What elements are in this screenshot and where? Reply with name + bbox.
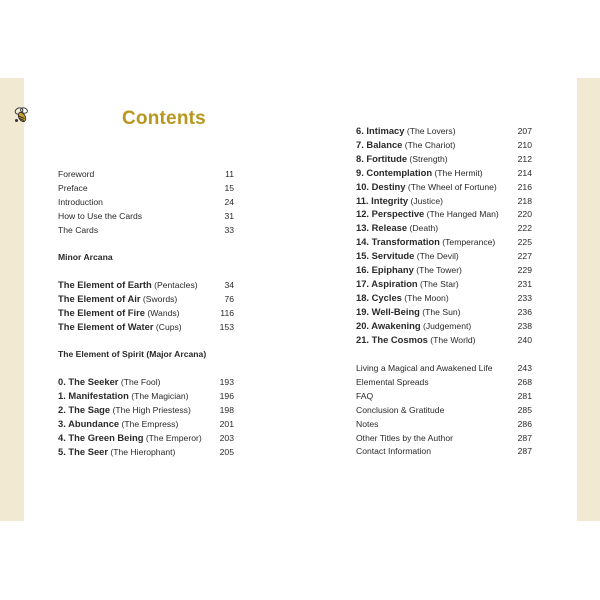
element-entry-page-number: 34 [224,280,234,290]
back-matter-label: FAQ [356,390,374,401]
major-arcana-page-number: 238 [517,320,532,331]
front-matter-page-number: 15 [224,182,234,193]
back-matter-label: Living a Magical and Awakened Life [356,363,493,373]
major-arcana-row [58,431,234,445]
major-arcana-subtitle: (The High Priestess) [110,404,191,415]
major-arcana-label [58,445,175,459]
major-arcana-row [356,277,532,291]
back-matter-row [356,389,532,403]
major-arcana-title: 9. Contemplation [356,166,433,178]
element-entry-row [58,278,234,292]
major-arcana-page-number: 210 [517,139,532,150]
major-arcana-label [58,417,178,431]
back-matter-row [356,375,532,389]
back-matter-label: Other Titles by the Author [356,432,453,443]
element-entry-title: The Element of Earth [58,279,152,290]
major-arcana-page-number: 240 [517,334,532,345]
major-arcana-title: 8. Fortitude [356,152,408,164]
back-matter-row [356,431,532,445]
major-arcana-label [356,263,462,277]
major-arcana-title: 11. Integrity [356,194,409,206]
element-entry-label [58,292,177,306]
major-arcana-row [356,194,532,208]
major-arcana-row [356,207,532,221]
element-entry-subtitle: (Wands) [145,307,180,318]
front-matter-label: How to Use the Cards [58,210,143,221]
major-arcana-page-number: 207 [517,126,532,136]
major-arcana-label [58,375,160,389]
front-matter-label: Introduction [58,196,103,207]
major-arcana-page-number: 220 [517,209,532,220]
minor-arcana-heading: Minor Arcana [58,252,113,262]
front-matter-row [58,167,234,181]
major-arcana-subtitle: (The Tower) [413,265,462,275]
major-arcana-title: 17. Aspiration [356,277,418,289]
element-entry-title: The Element of Water [58,320,154,332]
front-matter-row [58,181,234,195]
major-arcana-row [356,291,532,305]
major-arcana-subtitle: (The Lovers) [404,126,456,136]
element-entry-subtitle: (Pentacles) [151,280,198,290]
major-arcana-title: 10. Destiny [356,180,406,192]
front-matter-page-number: 24 [224,196,234,207]
element-entry-page-number: 153 [219,321,234,332]
major-arcana-label [356,277,459,291]
back-matter-row [356,361,532,375]
major-arcana-label [356,166,483,180]
major-arcana-row [58,445,234,459]
major-arcana-row [356,305,532,319]
back-matter-page-number: 287 [517,446,532,457]
major-arcana-row [356,221,532,235]
major-arcana-title: 7. Balance [356,138,403,150]
major-arcana-title: 6. Intimacy [356,125,405,136]
major-arcana-label [356,249,459,263]
major-arcana-row [58,417,234,431]
major-arcana-subtitle: (The Fool) [118,377,161,387]
major-arcana-subtitle: (The Wheel of Fortune) [405,181,497,192]
front-matter-page-number: 33 [224,224,234,235]
front-matter-label: Preface [58,182,88,193]
major-arcana-title: 5. The Seer [58,445,109,457]
back-matter-row [356,417,532,431]
major-arcana-subtitle: (The Hermit) [432,167,483,178]
major-arcana-page-number: 193 [219,377,234,387]
major-arcana-page-number: 218 [517,195,532,206]
element-entry-label [58,320,182,334]
major-arcana-row [356,166,532,180]
element-entry-title: The Element of Fire [58,306,145,318]
major-arcana-title: 2. The Sage [58,403,111,415]
front-matter-page-number: 11 [225,169,234,179]
major-arcana-label [356,291,449,305]
major-arcana-row [356,319,532,333]
major-arcana-label [356,221,438,235]
major-arcana-page-number: 201 [219,418,234,429]
major-arcana-title: 14. Transformation [356,236,440,248]
back-matter-page-number: 287 [517,432,532,443]
back-matter-page-number: 268 [517,376,532,387]
major-arcana-label [356,333,476,347]
element-entry-title: The Element of Air [58,292,141,304]
major-arcana-title: 0. The Seeker [58,376,119,387]
major-arcana-row [356,249,532,263]
major-arcana-label [356,305,461,319]
front-matter-page-number: 31 [224,210,234,221]
front-matter-label: Foreword [58,169,95,179]
major-arcana-label [58,403,191,417]
major-arcana-page-number: 236 [517,306,532,317]
major-arcana-label [356,319,471,333]
major-arcana-subtitle: (The Moon) [401,292,449,303]
right-page-edge [577,78,600,521]
major-arcana-subtitle: (The Devil) [414,251,459,262]
back-matter-page-number: 243 [517,363,532,373]
major-arcana-subtitle: (The Chariot) [402,139,456,150]
major-arcana-subtitle: (Death) [407,223,439,234]
major-arcana-subtitle: (The Emperor) [143,432,202,443]
major-arcana-page-number: 233 [517,292,532,303]
front-matter-row [58,223,234,237]
major-arcana-row [356,124,532,138]
major-arcana-title: 18. Cycles [356,291,402,303]
major-arcana-page-number: 222 [517,223,532,234]
major-arcana-subtitle: (Judgement) [420,320,472,331]
major-arcana-page-number: 203 [219,432,234,443]
element-entry-subtitle: (Swords) [140,293,178,304]
major-arcana-row [356,138,532,152]
element-entry-row [58,306,234,320]
major-arcana-subtitle: (The Star) [417,278,459,289]
bee-icon [12,106,32,124]
back-matter-label: Notes [356,418,379,429]
major-arcana-row [356,263,532,277]
spirit-heading: The Element of Spirit (Major Arcana) [58,349,207,359]
major-arcana-row [58,403,234,417]
element-entry-label [58,306,180,320]
major-arcana-label [356,124,456,138]
major-arcana-row [356,180,532,194]
element-entry-label [58,278,198,292]
major-arcana-subtitle: (Justice) [408,195,443,206]
major-arcana-title: 1. Manifestation [58,389,129,401]
back-matter-label: Contact Information [356,446,431,457]
major-arcana-subtitle: (The Empress) [119,418,179,429]
major-arcana-title: 12. Perspective [356,208,425,220]
back-matter-label: Conclusion & Gratitude [356,404,445,415]
major-arcana-row [58,375,234,389]
major-arcana-page-number: 212 [517,153,532,164]
left-page-edge [0,78,24,521]
major-arcana-title: 4. The Green Being [58,431,144,443]
major-arcana-title: 20. Awakening [356,319,421,331]
major-arcana-row [58,389,234,403]
contents-title: Contents [122,108,206,129]
major-arcana-row [356,235,532,249]
major-arcana-row [356,152,532,166]
major-arcana-subtitle: (Strength) [407,153,448,164]
major-arcana-page-number: 225 [517,237,532,248]
back-matter-row [356,444,532,458]
major-arcana-title: 21. The Cosmos [356,333,428,345]
major-arcana-page-number: 227 [517,251,532,262]
major-arcana-label [356,207,499,221]
major-arcana-subtitle: (Temperance) [439,237,496,248]
major-arcana-page-number: 198 [219,404,234,415]
element-entry-subtitle: (Cups) [153,321,182,332]
back-matter-page-number: 285 [517,404,532,415]
major-arcana-page-number: 205 [219,446,234,457]
major-arcana-title: 13. Release [356,222,408,234]
major-arcana-label [356,194,443,208]
major-arcana-subtitle: (The Hierophant) [108,446,176,457]
front-matter-row [58,195,234,209]
major-arcana-label [356,180,497,194]
major-arcana-label [356,152,448,166]
element-entry-row [58,292,234,306]
element-entry-row [58,320,234,334]
front-matter-row [58,209,234,223]
back-matter-page-number: 286 [517,418,532,429]
major-arcana-title: 19. Well-Being [356,305,420,317]
major-arcana-label [58,431,202,445]
major-arcana-label [356,235,495,249]
major-arcana-title: 15. Servitude [356,250,415,262]
front-matter-label: The Cards [58,224,99,235]
major-arcana-title: 16. Epiphany [356,264,414,275]
major-arcana-page-number: 229 [517,265,532,275]
element-entry-page-number: 76 [224,293,234,304]
major-arcana-subtitle: (The Sun) [419,306,461,317]
major-arcana-subtitle: (The Magician) [128,390,189,401]
major-arcana-page-number: 214 [517,167,532,178]
back-matter-row [356,403,532,417]
major-arcana-page-number: 231 [517,278,532,289]
major-arcana-page-number: 216 [517,181,532,192]
back-matter-page-number: 281 [517,390,532,401]
major-arcana-subtitle: (The Hanged Man) [424,209,499,220]
major-arcana-page-number: 196 [219,390,234,401]
major-arcana-subtitle: (The World) [427,334,476,345]
major-arcana-title: 3. Abundance [58,417,120,429]
major-arcana-row [356,333,532,347]
back-matter-label: Elemental Spreads [356,376,429,387]
major-arcana-label [356,138,455,152]
element-entry-page-number: 116 [220,307,234,318]
major-arcana-label [58,389,189,403]
